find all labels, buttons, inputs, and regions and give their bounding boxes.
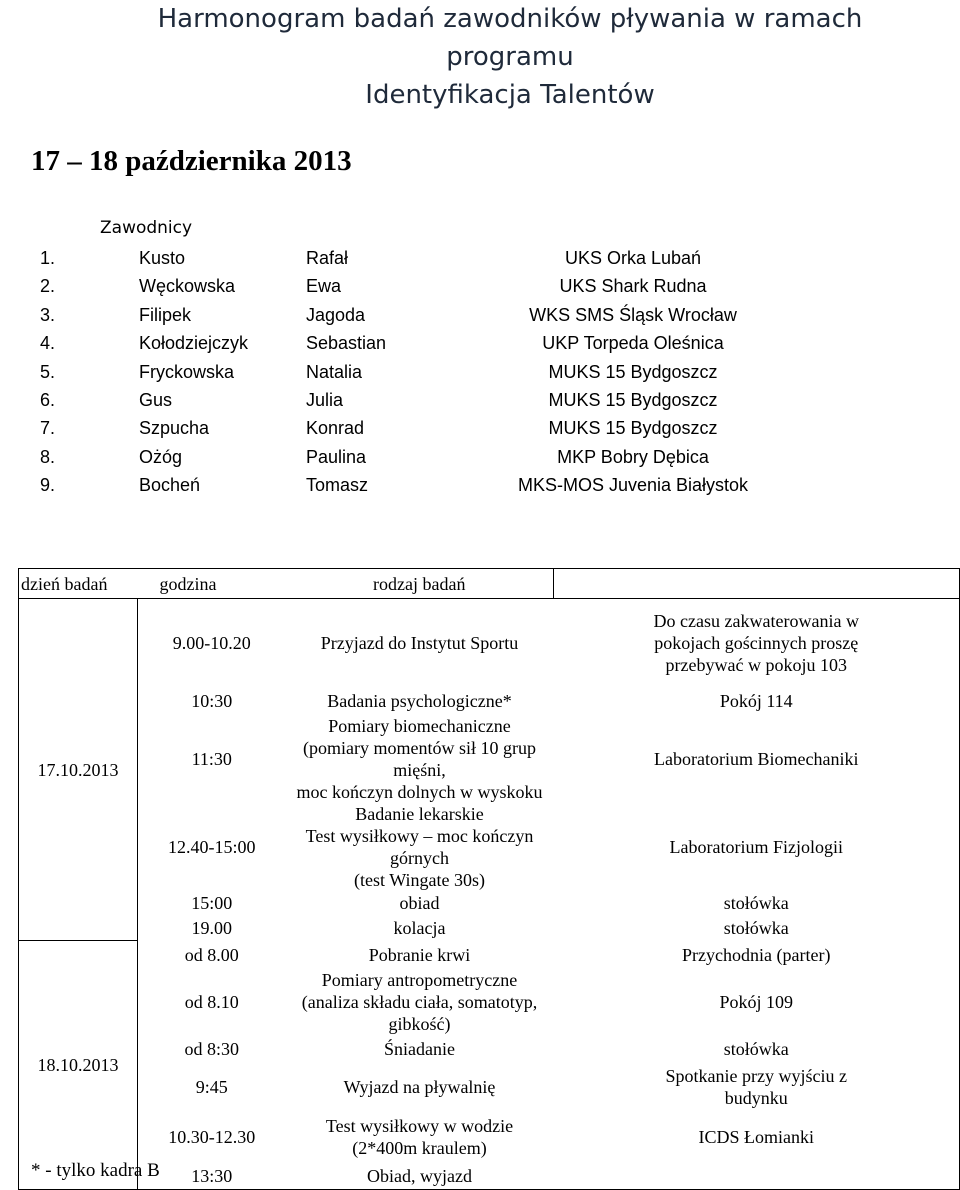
time-cell: 12.40-15:00 [168, 836, 256, 857]
place-line: stołówka [723, 1038, 789, 1059]
type-cell [286, 1164, 554, 1190]
player-first-name: Tomasz [306, 475, 369, 495]
player-last-name: Fryckowska [139, 362, 235, 382]
place-cell [554, 1063, 960, 1111]
player-row [0, 244, 960, 272]
schedule-row [19, 715, 960, 803]
player-club: UKS Shark Rudna [559, 276, 707, 296]
type-line: Pomiary biomechaniczne [328, 715, 511, 736]
schedule-row [19, 1035, 960, 1063]
schedule-row [19, 599, 960, 687]
player-number: 1. [40, 248, 56, 268]
header-day: dzień badań [19, 569, 138, 599]
type-line: (analiza składu ciała, somatotyp, gibkość) [301, 991, 538, 1034]
footnote: * - tylko kadra B [31, 1160, 160, 1181]
type-line: Test wysiłkowy – moc kończyn górnych [305, 825, 534, 868]
place-cell [554, 687, 960, 715]
place-line: Pokój 109 [719, 991, 793, 1012]
player-last-name: Gus [139, 390, 173, 410]
schedule-row [19, 1063, 960, 1111]
type-line: Wyjazd na pływalnię [343, 1076, 496, 1097]
type-line: moc kończyn dolnych w wyskoku [296, 781, 543, 802]
player-first-name: Rafał [306, 248, 349, 268]
player-number: 9. [40, 475, 56, 495]
type-cell [286, 941, 554, 969]
type-line: Obiad, wyjazd [367, 1166, 472, 1187]
time-cell: 19.00 [191, 918, 232, 938]
header-time: godzina [138, 569, 286, 599]
player-first-name: Natalia [306, 362, 363, 382]
type-line: kolacja [393, 918, 446, 938]
place-line: Laboratorium Fizjologii [669, 836, 843, 857]
type-line: Przyjazd do Instytut Sportu [320, 632, 519, 653]
player-first-name: Jagoda [306, 305, 366, 325]
header-place [554, 569, 960, 599]
player-club: WKS SMS Śląsk Wrocław [529, 305, 737, 325]
place-cell [554, 969, 960, 1035]
player-row [0, 329, 960, 357]
time-cell: 10.30-12.30 [168, 1127, 256, 1147]
type-line: Badania psychologiczne* [327, 690, 512, 711]
player-club: UKP Torpeda Oleśnica [542, 333, 724, 353]
place-cell [554, 916, 960, 941]
type-line: Badanie lekarskie [355, 803, 484, 824]
schedule-row [19, 687, 960, 715]
player-number: 4. [40, 333, 56, 353]
schedule-row [19, 916, 960, 941]
player-number: 7. [40, 418, 56, 438]
player-number: 8. [40, 447, 56, 467]
time-cell: 15:00 [191, 893, 233, 913]
place-line: Pokój 114 [719, 690, 793, 711]
player-row [0, 414, 960, 442]
player-last-name: Kołodziejczyk [139, 333, 249, 353]
place-cell [554, 803, 960, 891]
player-last-name: Węckowska [139, 276, 236, 296]
player-number: 3. [40, 305, 56, 325]
day-cell: 18.10.2013 [19, 941, 138, 1190]
player-last-name: Kusto [139, 248, 186, 268]
day-cell: 17.10.2013 [19, 599, 138, 941]
type-cell [286, 803, 554, 891]
place-line: Spotkanie przy wyjściu z [665, 1065, 847, 1086]
time-cell: 9.00-10.20 [172, 632, 251, 653]
time-cell: 9:45 [195, 1076, 228, 1097]
player-first-name: Sebastian [306, 333, 387, 353]
place-cell [554, 1111, 960, 1164]
player-last-name: Bocheń [139, 475, 201, 495]
player-number: 5. [40, 362, 56, 382]
header-type: rodzaj badań [286, 569, 554, 599]
type-cell [286, 891, 554, 916]
player-club: UKS Orka Lubań [564, 248, 702, 268]
place-line: Laboratorium Biomechaniki [654, 748, 859, 769]
type-line: obiad [399, 893, 440, 913]
player-club: MUKS 15 Bydgoszcz [548, 390, 718, 410]
schedule-table [18, 568, 960, 1190]
player-club: MKP Bobry Dębica [557, 447, 709, 467]
type-line: (pomiary momentów sił 10 grup mięśni, [303, 737, 536, 780]
player-last-name: Filipek [139, 305, 192, 325]
type-line: Śniadanie [384, 1038, 455, 1059]
player-first-name: Julia [306, 390, 344, 410]
place-line: stołówka [723, 918, 789, 938]
place-cell [554, 1164, 960, 1190]
player-row [0, 301, 960, 329]
player-row [0, 471, 960, 499]
players-heading: Zawodnicy [100, 218, 193, 238]
place-cell [554, 715, 960, 803]
player-last-name: Ożóg [139, 447, 183, 467]
place-cell [554, 1035, 960, 1063]
place-line: ICDS Łomianki [698, 1127, 814, 1147]
time-cell: 11:30 [191, 748, 232, 769]
type-line: Test wysiłkowy w wodzie [325, 1116, 514, 1136]
place-line: pokojach gościnnych proszę [654, 632, 859, 653]
type-line: Pomiary antropometryczne [321, 969, 518, 990]
player-row [0, 272, 960, 300]
player-last-name: Szpucha [139, 418, 210, 438]
time-cell: od 8.00 [184, 944, 239, 965]
player-club: MKS-MOS Juvenia Białystok [517, 475, 749, 495]
schedule-header-row [19, 569, 960, 599]
time-cell: od 8.10 [184, 991, 239, 1012]
place-line: stołówka [723, 893, 789, 913]
player-first-name: Konrad [306, 418, 365, 438]
type-cell [286, 687, 554, 715]
time-cell: 10:30 [191, 690, 233, 711]
place-line: przebywać w pokoju 103 [665, 654, 847, 675]
player-row [0, 386, 960, 414]
type-line: (2*400m kraulem) [352, 1138, 487, 1158]
player-club: MUKS 15 Bydgoszcz [548, 418, 718, 438]
time-cell: 13:30 [138, 1164, 286, 1190]
type-cell [286, 1111, 554, 1164]
player-first-name: Paulina [306, 447, 367, 467]
schedule-row [19, 891, 960, 916]
schedule-row [19, 969, 960, 1035]
type-cell [286, 916, 554, 941]
player-number: 6. [40, 390, 56, 410]
type-cell [286, 1063, 554, 1111]
title-line-1: Harmonogram badań zawodników pływania w ramach [157, 4, 863, 34]
place-line: budynku [724, 1087, 788, 1108]
schedule-row [19, 803, 960, 891]
player-first-name: Ewa [306, 276, 342, 296]
player-row [0, 358, 960, 386]
player-row [0, 443, 960, 471]
schedule-row [19, 1111, 960, 1164]
place-line: Do czasu zakwaterowania w [653, 610, 859, 631]
place-cell [554, 891, 960, 916]
type-line: (test Wingate 30s) [354, 869, 485, 890]
title-line-2: programu [446, 42, 574, 72]
type-cell [286, 599, 554, 687]
type-cell [286, 1035, 554, 1063]
type-line: Pobranie krwi [368, 944, 471, 965]
player-club: MUKS 15 Bydgoszcz [548, 362, 718, 382]
type-cell [286, 969, 554, 1035]
title-line-3: Identyfikacja Talentów [365, 80, 655, 110]
place-cell [554, 599, 960, 687]
date-heading: 17 – 18 października 2013 [31, 145, 352, 177]
player-number: 2. [40, 276, 56, 296]
document-title [150, 0, 870, 114]
place-line: Przychodnia (parter) [682, 944, 831, 965]
time-cell: od 8:30 [184, 1038, 239, 1059]
schedule-row [19, 941, 960, 969]
place-cell [554, 941, 960, 969]
type-cell [286, 715, 554, 803]
